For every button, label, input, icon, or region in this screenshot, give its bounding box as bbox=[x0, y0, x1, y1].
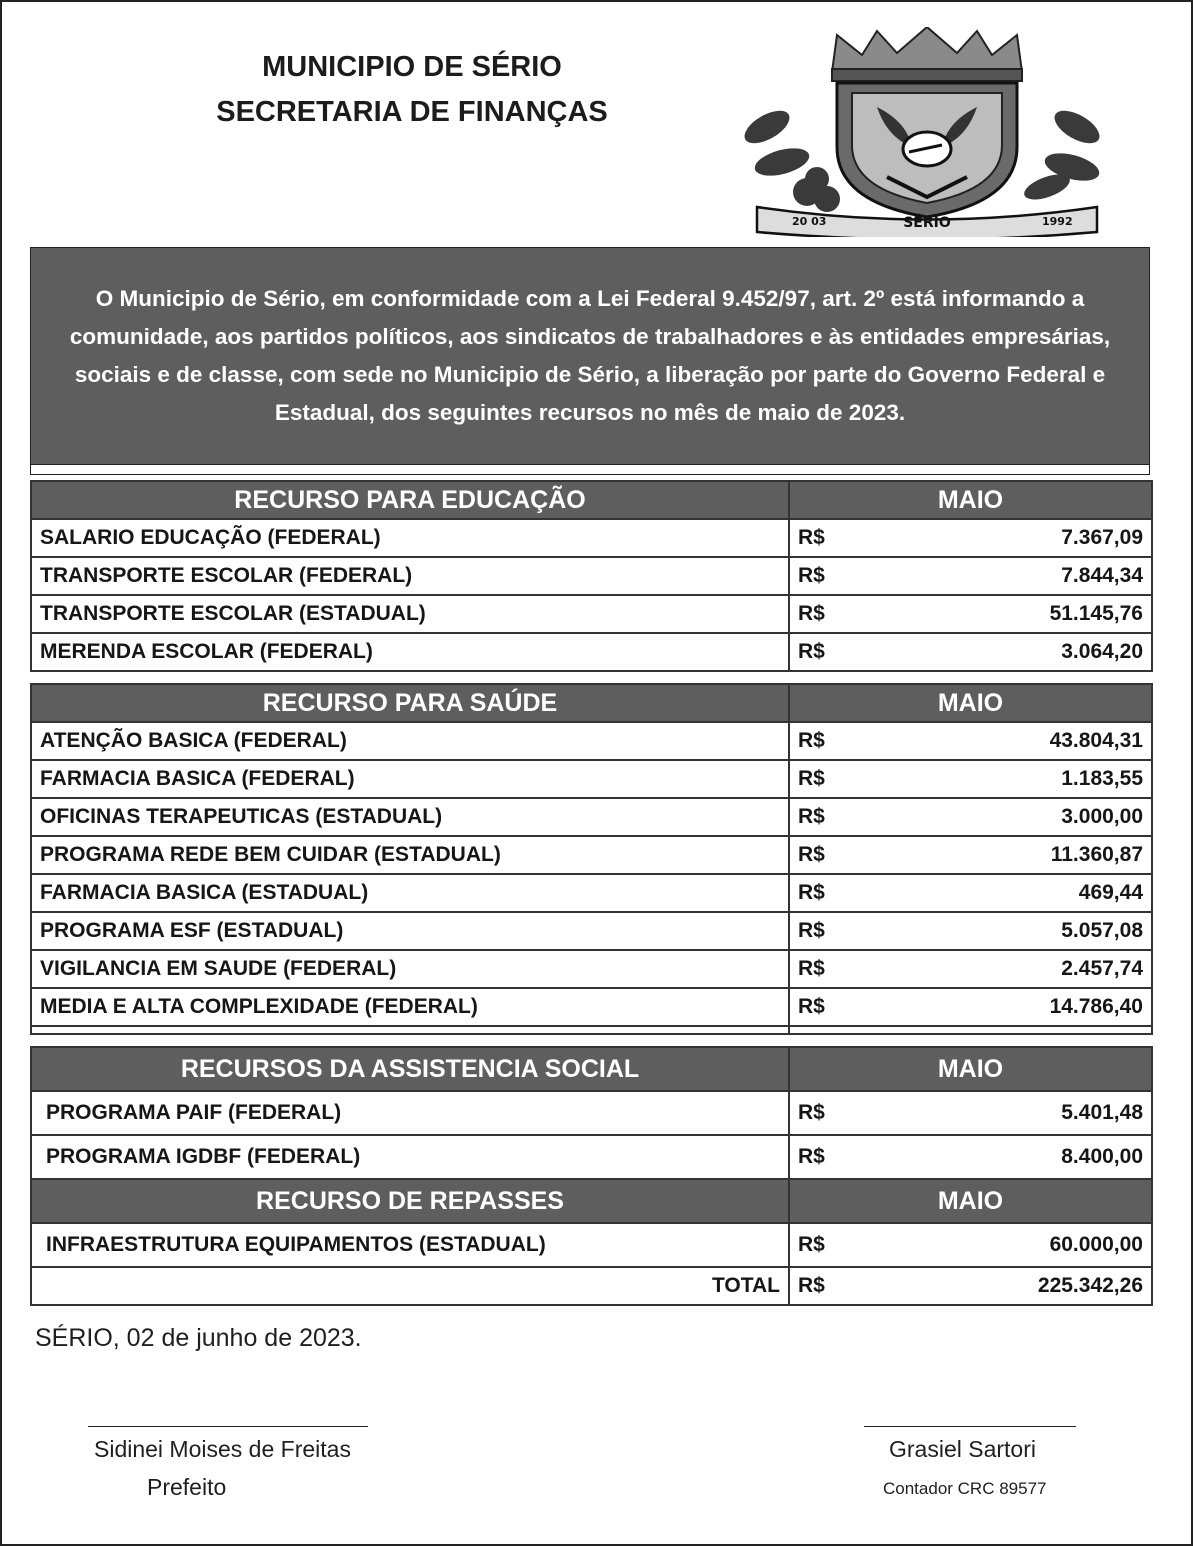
legal-notice-banner bbox=[30, 247, 1150, 465]
education-resources-table bbox=[30, 480, 1153, 672]
row-label: FARMACIA BASICA (ESTADUAL) bbox=[31, 874, 789, 912]
row-label: ATENÇÃO BASICA (FEDERAL) bbox=[31, 722, 789, 760]
mayor-name: Sidinei Moises de Freitas bbox=[94, 1436, 351, 1462]
health-resources-table bbox=[30, 683, 1153, 1035]
table-row bbox=[31, 722, 1152, 760]
row-value: 469,44 bbox=[849, 874, 1152, 912]
row-value: 7.844,34 bbox=[849, 557, 1152, 595]
table-row bbox=[31, 1135, 1152, 1179]
section-title: RECURSOS DA ASSISTENCIA SOCIAL bbox=[31, 1047, 789, 1091]
row-value: 5.057,08 bbox=[849, 912, 1152, 950]
table-row bbox=[31, 595, 1152, 633]
section-title: RECURSO PARA EDUCAÇÃO bbox=[31, 481, 789, 519]
row-label: VIGILANCIA EM SAUDE (FEDERAL) bbox=[31, 950, 789, 988]
row-label: FARMACIA BASICA (FEDERAL) bbox=[31, 760, 789, 798]
row-value: 43.804,31 bbox=[849, 722, 1152, 760]
accountant-name: Grasiel Sartori bbox=[889, 1436, 1036, 1462]
row-currency: R$ bbox=[789, 557, 849, 595]
section-title: RECURSO PARA SAÚDE bbox=[31, 684, 789, 722]
row-value: 3.064,20 bbox=[849, 633, 1152, 671]
row-currency: R$ bbox=[789, 874, 849, 912]
row-label: PROGRAMA PAIF (FEDERAL) bbox=[31, 1091, 789, 1135]
table-row bbox=[31, 1223, 1152, 1267]
month-header: MAIO bbox=[789, 481, 1152, 519]
row-value: 2.457,74 bbox=[849, 950, 1152, 988]
signature-line-accountant bbox=[864, 1426, 1076, 1427]
row-currency: R$ bbox=[789, 519, 849, 557]
municipality-title: MUNICIPIO DE SÉRIO bbox=[262, 51, 562, 83]
row-value: 11.360,87 bbox=[849, 836, 1152, 874]
table-row bbox=[31, 760, 1152, 798]
row-value: 14.786,40 bbox=[849, 988, 1152, 1026]
total-currency: R$ bbox=[789, 1267, 849, 1305]
mayor-role: Prefeito bbox=[147, 1474, 227, 1500]
row-currency: R$ bbox=[789, 912, 849, 950]
row-value: 3.000,00 bbox=[849, 798, 1152, 836]
row-value: 60.000,00 bbox=[849, 1223, 1152, 1267]
table-row bbox=[31, 874, 1152, 912]
crest-year-right: 1992 bbox=[1042, 215, 1073, 228]
row-currency: R$ bbox=[789, 1135, 849, 1179]
month-header: MAIO bbox=[789, 684, 1152, 722]
month-header: MAIO bbox=[789, 1047, 1152, 1091]
row-currency: R$ bbox=[789, 1223, 849, 1267]
table-row bbox=[31, 633, 1152, 671]
section-title: RECURSO DE REPASSES bbox=[31, 1179, 789, 1223]
signature-line-mayor bbox=[88, 1426, 368, 1427]
social-assistance-table bbox=[30, 1046, 1153, 1306]
total-value: 225.342,26 bbox=[849, 1267, 1152, 1305]
legal-notice-text: O Municipio de Sério, em conformidade com a Lei Federal 9.452/97, art. 2º está informando a comunidade, aos partidos políticos, aos sindicatos de trabalhadores e às entidades empresárias, sociais e de classe, com sede no Municipio de Sério, a liberação por parte do Governo Federal e Estadual, dos seguintes recursos no mês de maio de 2023. bbox=[69, 286, 1111, 425]
row-currency: R$ bbox=[789, 950, 849, 988]
date-line: SÉRIO, 02 de junho de 2023. bbox=[35, 1324, 362, 1352]
total-label: TOTAL bbox=[31, 1267, 789, 1305]
row-label: SALARIO EDUCAÇÃO (FEDERAL) bbox=[31, 519, 789, 557]
row-label: PROGRAMA ESF (ESTADUAL) bbox=[31, 912, 789, 950]
row-label: INFRAESTRUTURA EQUIPAMENTOS (ESTADUAL) bbox=[31, 1223, 789, 1267]
row-label: PROGRAMA IGDBF (FEDERAL) bbox=[31, 1135, 789, 1179]
table-row bbox=[31, 557, 1152, 595]
municipal-coat-of-arms-icon bbox=[737, 27, 1117, 237]
row-currency: R$ bbox=[789, 798, 849, 836]
crest-year-left: 20 03 bbox=[792, 215, 827, 228]
row-label: TRANSPORTE ESCOLAR (ESTADUAL) bbox=[31, 595, 789, 633]
accountant-role: Contador CRC 89577 bbox=[883, 1479, 1047, 1498]
table-row bbox=[31, 798, 1152, 836]
crest-name: SÉRIO bbox=[903, 215, 951, 231]
row-currency: R$ bbox=[789, 760, 849, 798]
row-label: MERENDA ESCOLAR (FEDERAL) bbox=[31, 633, 789, 671]
table-row bbox=[31, 950, 1152, 988]
row-value: 8.400,00 bbox=[849, 1135, 1152, 1179]
table-row bbox=[31, 1091, 1152, 1135]
row-currency: R$ bbox=[789, 988, 849, 1026]
row-value: 5.401,48 bbox=[849, 1091, 1152, 1135]
row-label: MEDIA E ALTA COMPLEXIDADE (FEDERAL) bbox=[31, 988, 789, 1026]
spacer-cell bbox=[31, 1026, 789, 1034]
department-title: SECRETARIA DE FINANÇAS bbox=[216, 96, 608, 128]
table-row bbox=[31, 836, 1152, 874]
row-label: TRANSPORTE ESCOLAR (FEDERAL) bbox=[31, 557, 789, 595]
row-currency: R$ bbox=[789, 1091, 849, 1135]
spacer-row bbox=[31, 1026, 1152, 1034]
total-row bbox=[31, 1267, 1152, 1305]
row-label: OFICINAS TERAPEUTICAS (ESTADUAL) bbox=[31, 798, 789, 836]
table-row bbox=[31, 519, 1152, 557]
table-row bbox=[31, 912, 1152, 950]
table-row bbox=[31, 988, 1152, 1026]
row-currency: R$ bbox=[789, 595, 849, 633]
row-value: 51.145,76 bbox=[849, 595, 1152, 633]
notice-divider bbox=[30, 465, 1150, 475]
month-header: MAIO bbox=[789, 1179, 1152, 1223]
row-currency: R$ bbox=[789, 722, 849, 760]
spacer-cell bbox=[789, 1026, 1152, 1034]
row-label: PROGRAMA REDE BEM CUIDAR (ESTADUAL) bbox=[31, 836, 789, 874]
row-currency: R$ bbox=[789, 836, 849, 874]
row-currency: R$ bbox=[789, 633, 849, 671]
row-value: 7.367,09 bbox=[849, 519, 1152, 557]
row-value: 1.183,55 bbox=[849, 760, 1152, 798]
